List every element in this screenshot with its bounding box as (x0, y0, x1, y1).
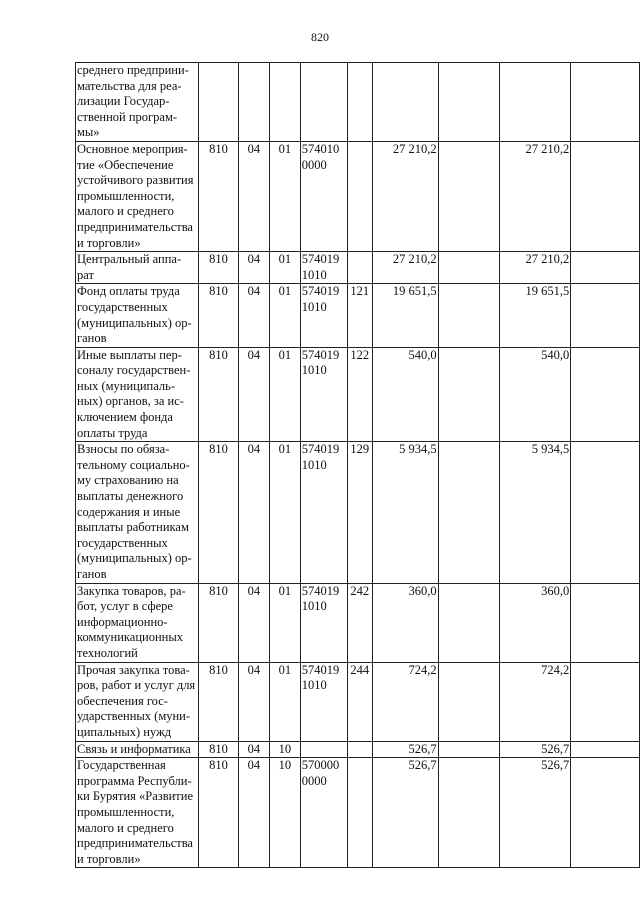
row-section-cell: 04 (238, 284, 269, 347)
row-sum-4-cell (571, 141, 640, 251)
row-sum-3-cell: 724,2 (500, 662, 571, 741)
row-sum-2-cell (438, 662, 500, 741)
row-sum-2-cell (438, 583, 500, 662)
row-name-cell: Иные выплаты пер-соналу государствен-ных (муниципаль-ных) органов, за ис-ключением фонда оплаты труда (76, 347, 199, 442)
row-ved-cell: 810 (198, 347, 238, 442)
row-sum-3-cell: 526,7 (500, 741, 571, 758)
row-sum-4-cell (571, 741, 640, 758)
row-target-article-cell (300, 758, 347, 868)
row-sum-1-cell: 724,2 (372, 662, 438, 741)
row-section-cell: 04 (238, 741, 269, 758)
row-sum-1-cell: 27 210,2 (372, 141, 438, 251)
row-ved-cell: 810 (198, 442, 238, 583)
row-sum-3-cell: 540,0 (500, 347, 571, 442)
row-expense-type-cell (347, 758, 372, 868)
target-article-code-part-1: 574019 (301, 347, 340, 362)
row-ved-cell: 810 (198, 141, 238, 251)
row-ved-cell (198, 63, 238, 142)
row-sum-3-cell (500, 63, 571, 142)
row-sum-1-cell: 360,0 (372, 583, 438, 662)
row-expense-type-cell: 242 (347, 583, 372, 662)
row-sum-4-cell (571, 662, 640, 741)
row-target-article-cell (300, 741, 347, 758)
target-article-code-part-1: 574019 (301, 252, 340, 267)
row-sum-3-cell: 360,0 (500, 583, 571, 662)
table-row (76, 63, 640, 142)
row-name-cell: Центральный аппа-рат (76, 252, 199, 284)
row-ved-cell: 810 (198, 252, 238, 284)
row-name-cell: Взносы по обяза-тельному социально-му страхованию на выплаты денежного содержания и иные выплаты работникам государственных (муниципальных) ор-ганов (76, 442, 199, 583)
target-article-code-part-2: 1010 (301, 457, 327, 472)
row-section-cell: 04 (238, 758, 269, 868)
row-sum-1-cell: 27 210,2 (372, 252, 438, 284)
row-sum-1-cell: 5 934,5 (372, 442, 438, 583)
target-article-code-part-2: 1010 (301, 363, 327, 378)
row-ved-cell: 810 (198, 284, 238, 347)
row-subsection-cell: 10 (269, 758, 300, 868)
budget-table-body (76, 63, 640, 868)
row-sum-2-cell (438, 284, 500, 347)
row-sum-1-cell: 19 651,5 (372, 284, 438, 347)
row-sum-3-cell: 27 210,2 (500, 141, 571, 251)
row-sum-4-cell (571, 63, 640, 142)
table-row (76, 583, 640, 662)
row-subsection-cell: 01 (269, 442, 300, 583)
row-section-cell (238, 63, 269, 142)
row-section-cell: 04 (238, 662, 269, 741)
row-sum-2-cell (438, 141, 500, 251)
row-target-article-cell (300, 252, 347, 284)
row-name-cell: Закупка товаров, ра-бот, услуг в сфере информационно-коммуникационных технологий (76, 583, 199, 662)
row-expense-type-cell: 129 (347, 442, 372, 583)
row-subsection-cell: 01 (269, 662, 300, 741)
row-sum-2-cell (438, 442, 500, 583)
row-section-cell: 04 (238, 442, 269, 583)
row-subsection-cell (269, 63, 300, 142)
row-name-cell: среднего предприни-мательства для реа-лизации Государ-ственной програм-мы» (76, 63, 199, 142)
table-row (76, 284, 640, 347)
row-sum-2-cell (438, 252, 500, 284)
row-target-article-cell (300, 63, 347, 142)
table-row (76, 758, 640, 868)
row-expense-type-cell (347, 741, 372, 758)
row-subsection-cell: 10 (269, 741, 300, 758)
row-name-cell: Государственная программа Республи-ки Бурятия «Развитие промышленности, малого и среднего предпринимательства и торговли» (76, 758, 199, 868)
table-row (76, 442, 640, 583)
row-sum-1-cell: 540,0 (372, 347, 438, 442)
row-subsection-cell: 01 (269, 347, 300, 442)
row-target-article-cell (300, 347, 347, 442)
row-sum-2-cell (438, 741, 500, 758)
row-name-cell: Фонд оплаты труда государственных (муниципальных) ор-ганов (76, 284, 199, 347)
row-section-cell: 04 (238, 141, 269, 251)
row-ved-cell: 810 (198, 583, 238, 662)
target-article-code-part-1: 574019 (301, 284, 340, 299)
row-section-cell: 04 (238, 583, 269, 662)
row-sum-4-cell (571, 758, 640, 868)
target-article-code-part-1: 574010 (301, 141, 340, 156)
row-sum-2-cell (438, 347, 500, 442)
row-sum-4-cell (571, 442, 640, 583)
budget-table (75, 62, 640, 868)
target-article-code-part-1: 574019 (301, 442, 340, 457)
row-sum-2-cell (438, 63, 500, 142)
row-expense-type-cell (347, 141, 372, 251)
target-article-code-part-1: 574019 (301, 583, 340, 598)
row-sum-4-cell (571, 252, 640, 284)
target-article-code-part-2: 1010 (301, 678, 327, 693)
row-sum-3-cell: 526,7 (500, 758, 571, 868)
target-article-code-part-2: 1010 (301, 599, 327, 614)
row-subsection-cell: 01 (269, 141, 300, 251)
row-sum-3-cell: 5 934,5 (500, 442, 571, 583)
table-row (76, 141, 640, 251)
row-target-article-cell (300, 141, 347, 251)
row-sum-2-cell (438, 758, 500, 868)
row-sum-4-cell (571, 583, 640, 662)
target-article-code-part-1: 570000 (301, 758, 340, 773)
row-name-cell: Прочая закупка това-ров, работ и услуг для обеспечения гос-ударственных (муни-ципальных) нужд (76, 662, 199, 741)
row-target-article-cell (300, 662, 347, 741)
row-expense-type-cell: 244 (347, 662, 372, 741)
row-expense-type-cell (347, 63, 372, 142)
row-ved-cell: 810 (198, 662, 238, 741)
row-target-article-cell (300, 284, 347, 347)
row-target-article-cell (300, 583, 347, 662)
row-section-cell: 04 (238, 347, 269, 442)
row-name-cell: Основное мероприя-тие «Обеспечение устойчивого развития промышленности, малого и среднего предпринимательства и торговли» (76, 141, 199, 251)
row-name-cell: Связь и информатика (76, 741, 199, 758)
target-article-code-part-2: 1010 (301, 299, 327, 314)
target-article-code-part-2: 0000 (301, 773, 327, 788)
row-sum-1-cell (372, 63, 438, 142)
row-expense-type-cell: 122 (347, 347, 372, 442)
row-sum-4-cell (571, 284, 640, 347)
target-article-code-part-1: 574019 (301, 662, 340, 677)
row-subsection-cell: 01 (269, 252, 300, 284)
row-ved-cell: 810 (198, 741, 238, 758)
row-expense-type-cell: 121 (347, 284, 372, 347)
row-sum-1-cell: 526,7 (372, 741, 438, 758)
row-section-cell: 04 (238, 252, 269, 284)
table-row (76, 741, 640, 758)
row-sum-1-cell: 526,7 (372, 758, 438, 868)
row-sum-4-cell (571, 347, 640, 442)
row-expense-type-cell (347, 252, 372, 284)
row-target-article-cell (300, 442, 347, 583)
table-row (76, 662, 640, 741)
row-sum-3-cell: 27 210,2 (500, 252, 571, 284)
target-article-code-part-2: 0000 (301, 157, 327, 172)
page-number: 820 (311, 30, 329, 44)
row-subsection-cell: 01 (269, 583, 300, 662)
row-sum-3-cell: 19 651,5 (500, 284, 571, 347)
table-row (76, 252, 640, 284)
table-row (76, 347, 640, 442)
row-ved-cell: 810 (198, 758, 238, 868)
target-article-code-part-2: 1010 (301, 267, 327, 282)
row-subsection-cell: 01 (269, 284, 300, 347)
